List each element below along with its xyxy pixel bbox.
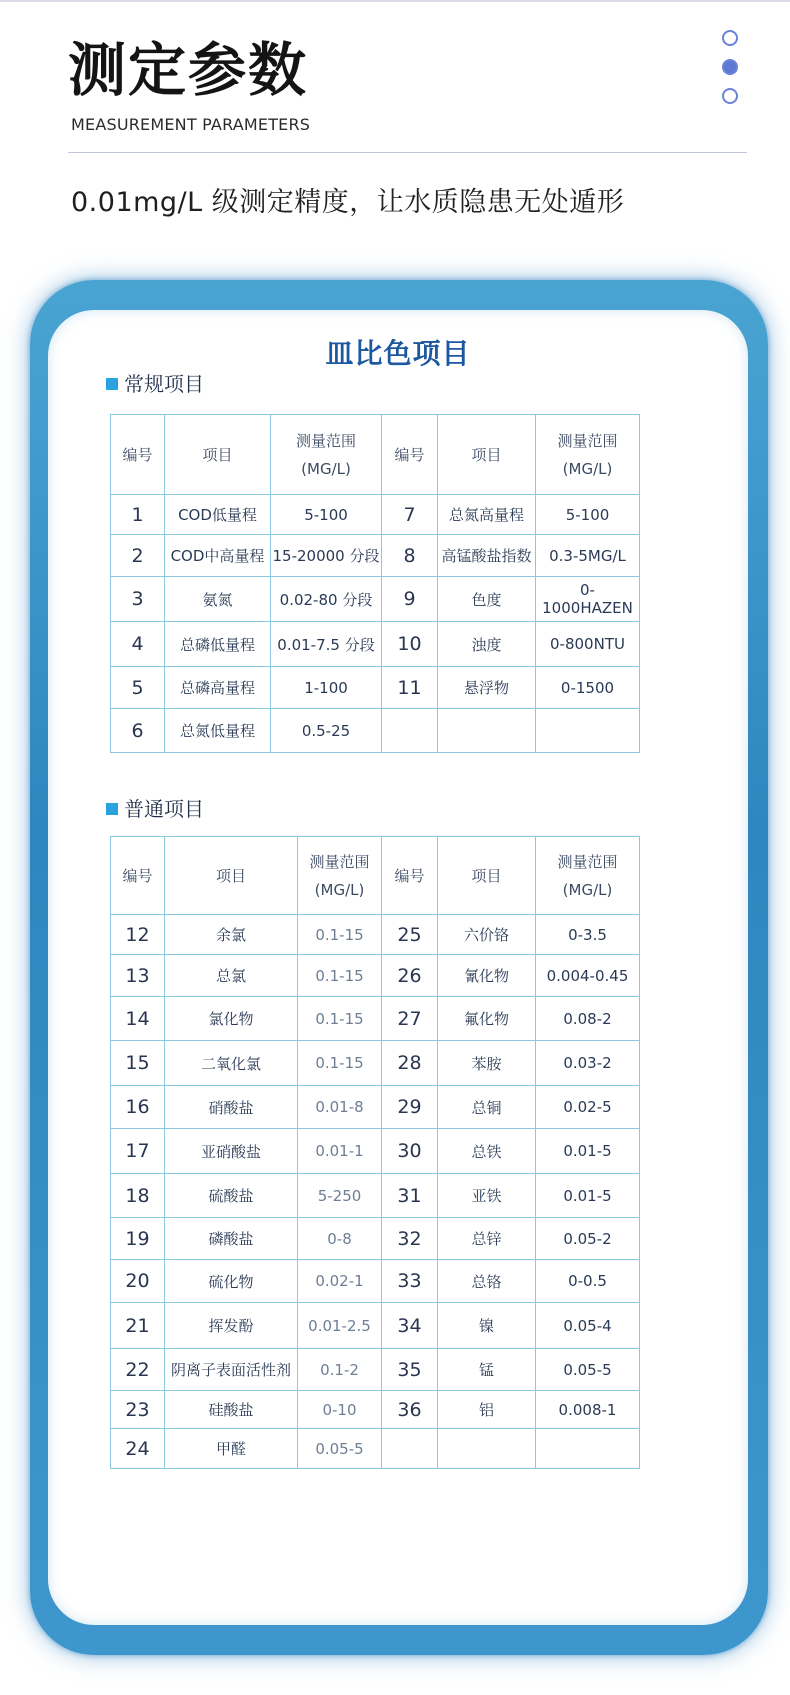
regular-items-table — [110, 414, 640, 753]
table-cell-range: 0-800NTU — [536, 622, 640, 667]
table-cell-name — [438, 709, 536, 753]
table-cell-id: 18 — [111, 1174, 165, 1218]
table-cell-id: 7 — [382, 495, 438, 535]
table-cell-range: 0.004-0.45 — [536, 955, 640, 997]
table-cell-name: 镍 — [438, 1303, 536, 1349]
table-cell-range: 1-100 — [271, 667, 382, 709]
table-cell-range: 0.1-15 — [298, 997, 382, 1041]
table-header-row — [111, 837, 640, 915]
table-cell-id: 21 — [111, 1303, 165, 1349]
table-cell-name: 硫化物 — [165, 1260, 298, 1303]
table-cell-id: 2 — [111, 535, 165, 577]
table-cell-name: 阴离子表面活性剂 — [165, 1349, 298, 1391]
table-cell-id: 14 — [111, 997, 165, 1041]
table-cell-name: 氰化物 — [438, 955, 536, 997]
page-title: 测定参数 — [68, 36, 309, 104]
table-cell-id — [382, 1429, 438, 1469]
table-cell-id: 25 — [382, 915, 438, 955]
table-row — [111, 577, 640, 622]
table-cell-id: 8 — [382, 535, 438, 577]
table-header-cell: 编号 — [382, 837, 438, 915]
table-header-cell: 编号 — [111, 837, 165, 915]
table-cell-range: 0.08-2 — [536, 997, 640, 1041]
table-header-row — [111, 415, 640, 495]
section-title-common: 普通项目 — [106, 793, 204, 822]
table-cell-range: 0.3-5MG/L — [536, 535, 640, 577]
table-cell-id: 16 — [111, 1086, 165, 1129]
table-cell-name: 总铁 — [438, 1129, 536, 1174]
table-cell-range: 0-0.5 — [536, 1260, 640, 1303]
table-cell-id: 11 — [382, 667, 438, 709]
table-cell-id: 19 — [111, 1218, 165, 1260]
table-row — [111, 1391, 640, 1429]
table-cell-name: COD中高量程 — [165, 535, 271, 577]
table-cell-range: 0.1-15 — [298, 915, 382, 955]
table-cell-range: 0.01-5 — [536, 1129, 640, 1174]
table-cell-name: 总锌 — [438, 1218, 536, 1260]
table-cell-range: 0.01-2.5 — [298, 1303, 382, 1349]
section-bullet-icon — [106, 803, 118, 815]
table-header-cell: 编号 — [111, 415, 165, 495]
table-cell-name — [438, 1429, 536, 1469]
table-cell-name: 铝 — [438, 1391, 536, 1429]
table-cell-name: 总铬 — [438, 1260, 536, 1303]
table-cell-range: 0.008-1 — [536, 1391, 640, 1429]
table-cell-name: 悬浮物 — [438, 667, 536, 709]
table-cell-range: 0.05-4 — [536, 1303, 640, 1349]
table-cell-id: 20 — [111, 1260, 165, 1303]
table-cell-id — [382, 709, 438, 753]
table-cell-range: 0.01-7.5 分段 — [271, 622, 382, 667]
table-cell-id: 30 — [382, 1129, 438, 1174]
table-cell-id: 27 — [382, 997, 438, 1041]
table-cell-id: 31 — [382, 1174, 438, 1218]
table-cell-range: 0.05-5 — [298, 1429, 382, 1469]
table-cell-range: 5-100 — [536, 495, 640, 535]
table-cell-id: 13 — [111, 955, 165, 997]
table-header-cell: 测量范围 (MG/L) — [271, 415, 382, 495]
parameter-card — [48, 310, 748, 1625]
table-cell-id: 34 — [382, 1303, 438, 1349]
table-row — [111, 915, 640, 955]
table-cell-id: 33 — [382, 1260, 438, 1303]
table-cell-range: 0.05-2 — [536, 1218, 640, 1260]
table-cell-range: 0.02-5 — [536, 1086, 640, 1129]
table-cell-range: 0.05-5 — [536, 1349, 640, 1391]
table-row — [111, 667, 640, 709]
table-cell-range: 0.1-2 — [298, 1349, 382, 1391]
table-cell-name: 锰 — [438, 1349, 536, 1391]
table-cell-name: 磷酸盐 — [165, 1218, 298, 1260]
table-cell-range: 0.01-5 — [536, 1174, 640, 1218]
table-cell-id: 4 — [111, 622, 165, 667]
table-cell-name: 硝酸盐 — [165, 1086, 298, 1129]
table-header-cell: 项目 — [165, 837, 298, 915]
table-cell-name: 苯胺 — [438, 1041, 536, 1086]
table-cell-range: 0.03-2 — [536, 1041, 640, 1086]
section-title-regular: 常规项目 — [106, 368, 204, 397]
table-row — [111, 1086, 640, 1129]
table-cell-id: 24 — [111, 1429, 165, 1469]
page-indicator — [722, 30, 740, 117]
table-cell-range: 0.01-1 — [298, 1129, 382, 1174]
top-border — [0, 0, 790, 2]
table-cell-name: 高锰酸盐指数 — [438, 535, 536, 577]
table-cell-name: 总氮高量程 — [438, 495, 536, 535]
table-row — [111, 1303, 640, 1349]
table-row — [111, 535, 640, 577]
table-cell-name: COD低量程 — [165, 495, 271, 535]
table-cell-name: 氟化物 — [438, 997, 536, 1041]
table-cell-id: 6 — [111, 709, 165, 753]
table-row — [111, 955, 640, 997]
table-cell-name: 挥发酚 — [165, 1303, 298, 1349]
table-header-cell: 编号 — [382, 415, 438, 495]
table-cell-range: 15-20000 分段 — [271, 535, 382, 577]
table-row — [111, 1129, 640, 1174]
table-cell-name: 总磷高量程 — [165, 667, 271, 709]
table-row — [111, 1041, 640, 1086]
table-cell-id: 35 — [382, 1349, 438, 1391]
table-cell-id: 1 — [111, 495, 165, 535]
table-cell-range: 0-1000HAZEN — [536, 577, 640, 622]
table-cell-name: 总氮低量程 — [165, 709, 271, 753]
table-row — [111, 622, 640, 667]
table-cell-name: 色度 — [438, 577, 536, 622]
table-cell-name: 六价铬 — [438, 915, 536, 955]
table-cell-name: 氯化物 — [165, 997, 298, 1041]
table-cell-id: 23 — [111, 1391, 165, 1429]
table-row — [111, 709, 640, 753]
table-header-cell: 测量范围 (MG/L) — [298, 837, 382, 915]
table-cell-id: 32 — [382, 1218, 438, 1260]
page-subtitle-en: MEASUREMENT PARAMETERS — [71, 115, 311, 134]
table-cell-id: 17 — [111, 1129, 165, 1174]
table-cell-id: 29 — [382, 1086, 438, 1129]
table-cell-name: 总氯 — [165, 955, 298, 997]
table-row — [111, 1349, 640, 1391]
table-cell-range: 5-250 — [298, 1174, 382, 1218]
card-title: 皿比色项目 — [325, 337, 471, 370]
header-divider — [68, 152, 747, 153]
section-bullet-icon — [106, 378, 118, 390]
table-cell-name: 氨氮 — [165, 577, 271, 622]
page-dot-3[interactable] — [722, 88, 738, 104]
table-cell-name: 二氧化氯 — [165, 1041, 298, 1086]
table-cell-name: 余氯 — [165, 915, 298, 955]
table-header-cell: 项目 — [165, 415, 271, 495]
table-cell-range: 0.02-1 — [298, 1260, 382, 1303]
table-cell-name: 亚硝酸盐 — [165, 1129, 298, 1174]
table-cell-id: 26 — [382, 955, 438, 997]
table-row — [111, 997, 640, 1041]
table-row — [111, 495, 640, 535]
table-row — [111, 1260, 640, 1303]
table-row — [111, 1218, 640, 1260]
table-row — [111, 1429, 640, 1469]
table-cell-id: 28 — [382, 1041, 438, 1086]
table-header-cell: 测量范围 (MG/L) — [536, 837, 640, 915]
table-cell-name: 总铜 — [438, 1086, 536, 1129]
table-header-cell: 项目 — [438, 415, 536, 495]
table-cell-id: 22 — [111, 1349, 165, 1391]
table-cell-id: 10 — [382, 622, 438, 667]
table-cell-id: 12 — [111, 915, 165, 955]
table-cell-range: 0.1-15 — [298, 1041, 382, 1086]
table-cell-name: 浊度 — [438, 622, 536, 667]
table-cell-name: 硅酸盐 — [165, 1391, 298, 1429]
table-cell-range: 0.5-25 — [271, 709, 382, 753]
table-cell-range: 0-3.5 — [536, 915, 640, 955]
table-cell-id: 3 — [111, 577, 165, 622]
table-cell-range — [536, 1429, 640, 1469]
table-cell-range: 0.01-8 — [298, 1086, 382, 1129]
table-cell-range: 0-10 — [298, 1391, 382, 1429]
table-cell-range: 0-8 — [298, 1218, 382, 1260]
table-cell-range: 0.02-80 分段 — [271, 577, 382, 622]
table-cell-id: 15 — [111, 1041, 165, 1086]
table-cell-range — [536, 709, 640, 753]
table-row — [111, 1174, 640, 1218]
table-cell-range: 0.1-15 — [298, 955, 382, 997]
table-cell-range: 5-100 — [271, 495, 382, 535]
common-items-table — [110, 836, 640, 1469]
page-dot-1[interactable] — [722, 30, 738, 46]
tagline: 0.01mg/L 级测定精度，让水质隐患无处遁形 — [71, 187, 625, 218]
table-cell-id: 5 — [111, 667, 165, 709]
table-cell-id: 9 — [382, 577, 438, 622]
table-header-cell: 项目 — [438, 837, 536, 915]
table-cell-id: 36 — [382, 1391, 438, 1429]
page-dot-2-active[interactable] — [722, 59, 738, 75]
table-cell-name: 总磷低量程 — [165, 622, 271, 667]
table-cell-name: 硫酸盐 — [165, 1174, 298, 1218]
table-cell-name: 亚铁 — [438, 1174, 536, 1218]
table-cell-range: 0-1500 — [536, 667, 640, 709]
table-cell-name: 甲醛 — [165, 1429, 298, 1469]
table-header-cell: 测量范围 (MG/L) — [536, 415, 640, 495]
